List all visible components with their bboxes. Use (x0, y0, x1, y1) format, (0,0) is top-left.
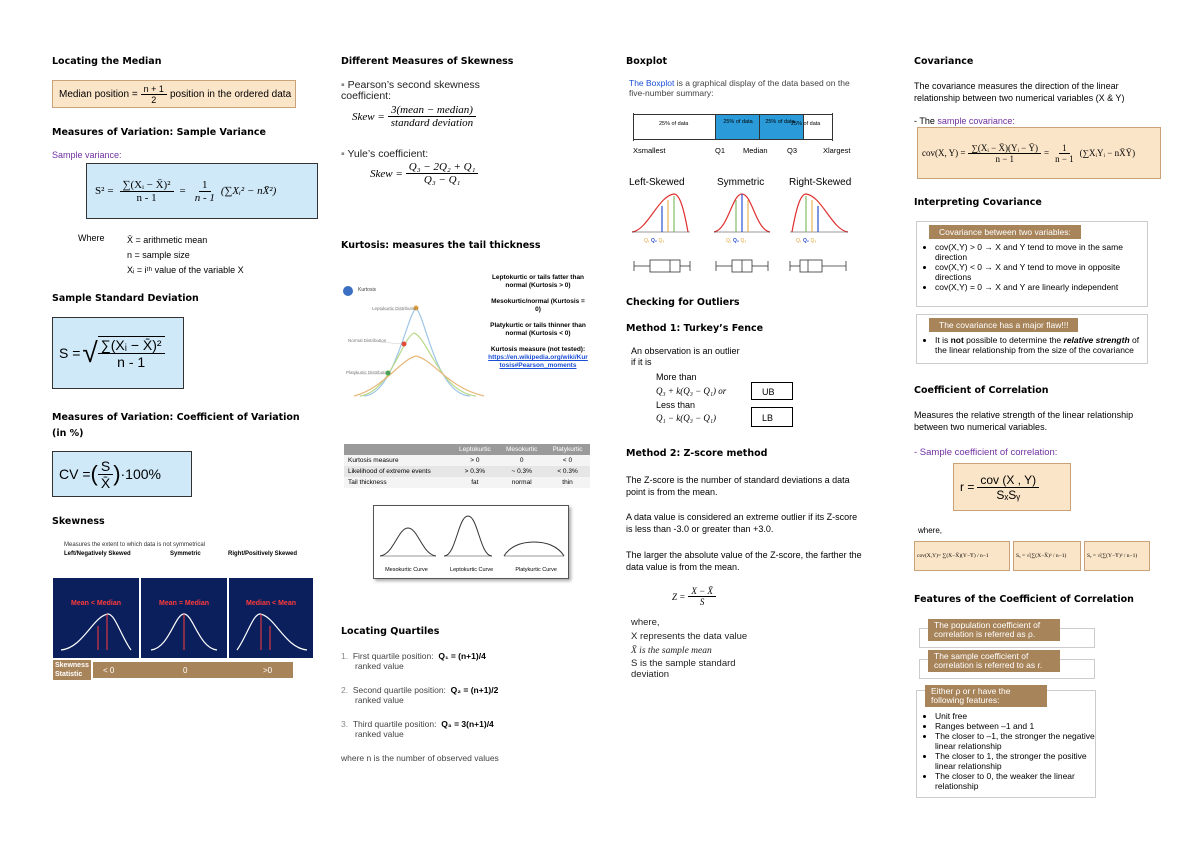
list-item: • cov(X,Y) < 0 → X and Y tend to move in opposite directions (935, 262, 1147, 282)
more-than-label: More than (656, 372, 697, 382)
sample-variance-label: Sample variance: (52, 150, 122, 160)
method1-title: Method 1: Turkey’s Fence (626, 323, 764, 334)
fence-text: An observation is an outlier if it is (631, 346, 740, 367)
boxplot-title: Boxplot (626, 56, 668, 67)
svg-text:Q₁ Q₂ Q₃: Q₁ Q₂ Q₃ (796, 238, 817, 244)
table-row: Kurtosis measure > 0 0 < 0 (344, 455, 590, 466)
symmetric-curve (141, 606, 227, 656)
list-item: 3. Third quartile position: Q₃ = 3(n+1)/4 (341, 719, 494, 729)
correlation-desc: Measures the relative strength of the linear relationship between two numerical variables. (914, 410, 1134, 432)
sample-correlation-label: - Sample coefficient of correlation: (914, 447, 1058, 458)
correlation-formula: r = $\frac{\text{cov (X , Y)}}{\text{SₓSᵧ}}$ (953, 463, 1071, 511)
covariance-desc: The covariance measures the direction of the linear relationship between two numerical variables (X & Y) (914, 81, 1125, 103)
symmetric-label: Symmetric (717, 177, 765, 188)
skewness-statistic-label: Skewness Statistic (53, 660, 91, 680)
list-item: • The closer to –1, the stronger the negative linear relationship (935, 731, 1095, 751)
skew-caption: Measures the extent to which data is not symmetrical (64, 542, 206, 548)
skew-measures-title: Different Measures of Skewness (341, 56, 514, 67)
boxplot-diagram: 25% of data 25% of data 25% of data 25% of data (633, 114, 833, 140)
curve-normal-label: Normal Distribution (348, 338, 387, 343)
curve-lepto-label: Leptokurtic Distribution (372, 306, 418, 311)
pearson-label: ▪ Pearson’s second skewness coefficient: (341, 79, 480, 102)
kurtosis-small-label: Kurtosis (358, 287, 377, 293)
interp-title: Interpreting Covariance (914, 197, 1042, 208)
where-list: X̄ = arithmetic mean n = sample size Xᵢ = iᵗʰ value of the variable X (127, 235, 244, 275)
cv-title: Measures of Variation: Coefficient of Variation (in %) (52, 412, 300, 439)
less-than-label: Less than (656, 400, 696, 410)
kurtosis-link[interactable]: https://en.wikipedia.org/wiki/Kurtosis#Pearson_moments (488, 354, 588, 369)
curve-platy-label: Platykurtic Distribution (346, 370, 391, 375)
list-item: 1. First quartile position: Q₁ = (n+1)/4 (341, 651, 486, 661)
skew-title: Skewness (52, 516, 105, 527)
zscore-where: where, X represents the data value X̄ is the sample mean S is the sample standard deviation (631, 617, 748, 680)
feature-box-2: The sample coefficient of correlation is referred to as r. (919, 659, 1095, 679)
kurtosis-curves-box: Mesokurtic Curve Leptokurtic Curve Platykurtic Curve (373, 505, 569, 579)
sd-title: Sample Standard Deviation (52, 293, 199, 304)
covariance-formula: cov(X, Y) = $\frac{\text{∑(Xᵢ − X̄)(Yᵢ − Ȳ)}}{n - 1}$ = $\frac{1}{n - 1}$ (∑XᵢYᵢ − nX̄Ȳ) (917, 127, 1161, 179)
cv-formula: CV = ( $\frac{S}{X̄}$ ) ·100% (52, 451, 192, 497)
left-skewed-curve (53, 606, 139, 656)
where-label-corr: where, (918, 526, 943, 535)
kurtosis-curves-chart (344, 298, 494, 403)
list-item: • Ranges between –1 and 1 (935, 721, 1095, 731)
kurtosis-logo-icon (343, 286, 353, 296)
list-item: • The closer to 0, the weaker the linear relationship (935, 771, 1095, 791)
upper-fence-expr: Q₃ + k(Q₃ − Q₁) or (656, 386, 727, 396)
features-title: Features of the Coefficient of Correlation (914, 594, 1134, 605)
correlation-title: Coefficient of Correlation (914, 385, 1049, 396)
skew-panel-mid: Mean = Median (141, 578, 227, 658)
yule-label: ▪ Yule’s coefficient: (341, 148, 429, 160)
zscore-formula: Z = $\frac{X - X̄}{S}$ (672, 586, 719, 607)
method2-title: Method 2: Z-score method (626, 448, 768, 459)
right-skewed-curve (229, 606, 313, 656)
kurtosis-table: Leptokurtic Mesokurtic Platykurtic Kurtosis measure > 0 0 < 0 Likelihood of extreme events > 0.3% ~ 0.3% < 0.3% Tail thickness fat normal thin (344, 444, 590, 488)
kurtosis-title: Kurtosis: measures the tail thickness (341, 240, 541, 251)
skew-right-label: Right/Positively Skewed (228, 551, 298, 557)
feature-box-1: The population coefficient of correlation is referred as ρ. (919, 628, 1095, 648)
zscore-p3: The larger the absolute value of the Z-score, the farther the data value is from the mean. (626, 550, 862, 572)
sample-covariance-label: - The sample covariance: (914, 116, 1015, 126)
feature-box-3: Either ρ or r have the following features: • Unit free • Ranges between –1 and 1 • The closer to –1, the stronger the negative linear relationship • The closer to 1, the stronger the positive linear relationship • The closer to 0, the weaker the linear relationship (916, 690, 1096, 798)
sd-formula: S = √ $\frac{\text{∑(Xᵢ − X̄)²}}{n - 1}$ (52, 317, 184, 389)
sy-def-box: Sᵧ = √(∑(Y−Ȳ)² / n−1) (1084, 541, 1150, 571)
ub-box: UB (751, 382, 793, 400)
curve-shapes (374, 506, 568, 562)
lb-box: LB (751, 407, 793, 427)
skewness-statistic-bar: < 0 0 >0 (93, 662, 293, 678)
skew-mid-label: Symmetric (170, 551, 201, 557)
boxplot-axis-labels: Xsmallest Q1 Median Q3 Xlargest (633, 146, 851, 155)
left-skewed-label: Left-Skewed (629, 177, 685, 188)
lower-fence-expr: Q₁ − k(Q₃ − Q₁) (656, 413, 717, 423)
table-row: Likelihood of extreme events > 0.3% ~ 0.3% < 0.3% (344, 466, 590, 477)
pearson-formula: Skew = $\frac{\text{3(mean − median)}}{\text{standard deviation}}$ (352, 104, 479, 129)
sx-def-box: Sₓ = √(∑(X−X̄)² / n−1) (1013, 541, 1081, 571)
quartiles-title: Locating Quartiles (341, 626, 440, 637)
table-row: Tail thickness fat normal thin (344, 477, 590, 488)
variance-formula: S² = $\frac{\text{∑(Xᵢ − X̄)²}}{n - 1}$ = $\frac{1}{n - 1}$ (∑Xᵢ² − nX̄²) (86, 163, 318, 219)
boxplot-desc: The Boxplot is a graphical display of the data based on the five-number summary: (629, 78, 850, 98)
kurtosis-legend: Leptokurtic or tails fatter than normal (Kurtosis > 0) Mesokurtic/normal (Kurtosis = 0) Platykurtic or tails thinner than normal (Kurtosis < 0) Kurtosis measure (not tested): https://en.wikipedia.org/wiki/Kurtosis#Pearson_moments (488, 274, 588, 369)
list-item: • cov(X,Y) > 0 → X and Y tend to move in the same direction (935, 242, 1147, 262)
svg-text:Q₁ Q₂ Q₃: Q₁ Q₂ Q₃ (726, 238, 747, 244)
covariance-title: Covariance (914, 56, 974, 67)
variance-title: Measures of Variation: Sample Variance (52, 127, 266, 138)
list-item: 2. Second quartile position: Q₂ = (n+1)/2 (341, 685, 499, 695)
skew-panel-right: Median < Mean (229, 578, 313, 658)
svg-text:Q₁ Q₂ Q₃: Q₁ Q₂ Q₃ (644, 238, 665, 244)
skew-left-label: Left/Negatively Skewed (64, 551, 131, 557)
list-item: • It is not possible to determine the relative strength of the linear relationship from the size of the covariance (935, 335, 1147, 355)
right-skewed-label: Right-Skewed (789, 177, 852, 188)
interp-box: Covariance between two variables: • cov(X,Y) > 0 → X and Y tend to move in the same direction • cov(X,Y) < 0 → X and Y tend to move in opposite directions • cov(X,Y) = 0 → X and Y are linearly independent (916, 221, 1148, 307)
list-item: • Unit free (935, 711, 1095, 721)
median-formula: Median position = $\frac{n + 1}{2}$ position in the ordered data (52, 80, 296, 108)
list-item: • The closer to 1, the stronger the positive linear relationship (935, 751, 1095, 771)
list-item: • cov(X,Y) = 0 → X and Y are linearly independent (935, 282, 1147, 292)
median-title: Locating the Median (52, 56, 162, 67)
skew-boxplots-chart (628, 190, 868, 280)
flaw-box: The covariance has a major flaw!!! • It is not possible to determine the relative strength of the linear relationship from the size of the covariance (916, 314, 1148, 364)
quartile-list: 1. First quartile position: Q₁ = (n+1)/4 ranked value 2. Second quartile position: Q₂ = (n+1)/2 ranked value 3. Third quartile position: Q₃ = 3(n+1)/4 ranked value where n is the number of observed values (341, 651, 499, 763)
yule-formula: Skew = $\frac{\text{Q₃ − 2Q₂ + Q₁}}{\text{Q₃ − Q₁}}$ (370, 161, 481, 186)
zscore-p2: A data value is considered an extreme outlier if its Z-score is less than -3.0 or greater than +3.0. (626, 512, 858, 534)
where-label: Where (78, 233, 105, 243)
cov-def-box: cov(X,Y)= ∑(X−X̄)(Y−Ȳ) / n−1 (914, 541, 1010, 571)
zscore-p1: The Z-score is the number of standard deviations a data point is from the mean. (626, 475, 850, 497)
skew-panel-left: Mean < Median (53, 578, 139, 658)
outliers-title: Checking for Outliers (626, 297, 740, 308)
